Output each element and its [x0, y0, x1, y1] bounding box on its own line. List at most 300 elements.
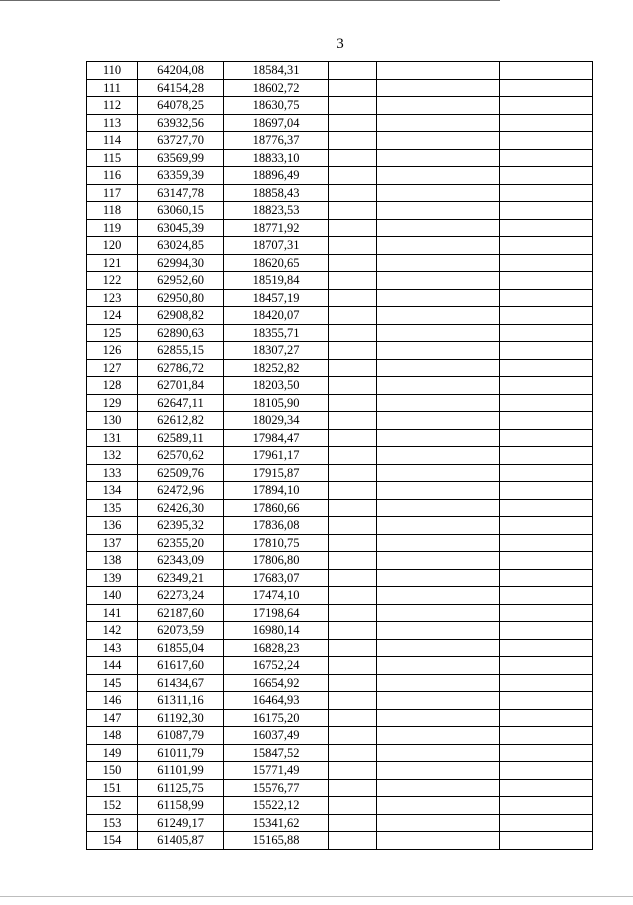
empty-cell [377, 114, 500, 132]
x-coordinate-cell: 62908,82 [138, 307, 224, 325]
x-coordinate-cell: 63147,78 [138, 184, 224, 202]
table-row [87, 184, 593, 202]
x-coordinate-cell: 62509,76 [138, 464, 224, 482]
empty-cell [500, 814, 593, 832]
empty-cell [329, 779, 377, 797]
x-coordinate-cell: 63359,39 [138, 167, 224, 185]
empty-cell [377, 447, 500, 465]
empty-cell [329, 552, 377, 570]
table-row [87, 552, 593, 570]
empty-cell [329, 762, 377, 780]
coordinates-table [86, 61, 593, 850]
empty-cell [500, 307, 593, 325]
empty-cell [377, 517, 500, 535]
x-coordinate-cell: 63727,70 [138, 132, 224, 150]
empty-cell [329, 184, 377, 202]
empty-cell [377, 132, 500, 150]
y-coordinate-cell: 17961,17 [224, 447, 329, 465]
empty-cell [329, 517, 377, 535]
table-row [87, 272, 593, 290]
empty-cell [377, 604, 500, 622]
empty-cell [500, 254, 593, 272]
table-row [87, 219, 593, 237]
table-row [87, 639, 593, 657]
empty-cell [500, 237, 593, 255]
x-coordinate-cell: 62950,80 [138, 289, 224, 307]
table-row [87, 62, 593, 80]
page-number: 3 [336, 36, 344, 52]
y-coordinate-cell: 17683,07 [224, 569, 329, 587]
x-coordinate-cell: 62073,59 [138, 622, 224, 640]
x-coordinate-cell: 61249,17 [138, 814, 224, 832]
table-row [87, 429, 593, 447]
table-row [87, 167, 593, 185]
table-row [87, 692, 593, 710]
empty-cell [329, 727, 377, 745]
point-number-cell: 139 [87, 569, 138, 587]
y-coordinate-cell: 18858,43 [224, 184, 329, 202]
table-row [87, 202, 593, 220]
x-coordinate-cell: 62786,72 [138, 359, 224, 377]
empty-cell [500, 604, 593, 622]
empty-cell [377, 482, 500, 500]
y-coordinate-cell: 17915,87 [224, 464, 329, 482]
point-number-cell: 122 [87, 272, 138, 290]
x-coordinate-cell: 61192,30 [138, 709, 224, 727]
x-coordinate-cell: 62273,24 [138, 587, 224, 605]
empty-cell [329, 167, 377, 185]
y-coordinate-cell: 18584,31 [224, 62, 329, 80]
point-number-cell: 130 [87, 412, 138, 430]
empty-cell [377, 762, 500, 780]
x-coordinate-cell: 61158,99 [138, 797, 224, 815]
empty-cell [500, 272, 593, 290]
point-number-cell: 126 [87, 342, 138, 360]
y-coordinate-cell: 18029,34 [224, 412, 329, 430]
empty-cell [500, 79, 593, 97]
point-number-cell: 123 [87, 289, 138, 307]
empty-cell [500, 359, 593, 377]
y-coordinate-cell: 17474,10 [224, 587, 329, 605]
empty-cell [329, 219, 377, 237]
empty-cell [329, 202, 377, 220]
empty-cell [500, 832, 593, 850]
table-row [87, 394, 593, 412]
empty-cell [377, 534, 500, 552]
empty-cell [377, 167, 500, 185]
y-coordinate-cell: 16654,92 [224, 674, 329, 692]
table-row [87, 149, 593, 167]
point-number-cell: 121 [87, 254, 138, 272]
empty-cell [377, 79, 500, 97]
empty-cell [377, 184, 500, 202]
empty-cell [329, 604, 377, 622]
point-number-cell: 129 [87, 394, 138, 412]
x-coordinate-cell: 63024,85 [138, 237, 224, 255]
point-number-cell: 152 [87, 797, 138, 815]
empty-cell [329, 482, 377, 500]
point-number-cell: 131 [87, 429, 138, 447]
empty-cell [500, 674, 593, 692]
point-number-cell: 116 [87, 167, 138, 185]
point-number-cell: 154 [87, 832, 138, 850]
empty-cell [377, 237, 500, 255]
y-coordinate-cell: 17860,66 [224, 499, 329, 517]
empty-cell [377, 307, 500, 325]
empty-cell [500, 184, 593, 202]
y-coordinate-cell: 17198,64 [224, 604, 329, 622]
empty-cell [377, 272, 500, 290]
point-number-cell: 151 [87, 779, 138, 797]
empty-cell [500, 569, 593, 587]
empty-cell [377, 674, 500, 692]
empty-cell [500, 394, 593, 412]
table-row [87, 289, 593, 307]
empty-cell [377, 219, 500, 237]
empty-cell [500, 727, 593, 745]
x-coordinate-cell: 63045,39 [138, 219, 224, 237]
point-number-cell: 115 [87, 149, 138, 167]
x-coordinate-cell: 63932,56 [138, 114, 224, 132]
empty-cell [500, 622, 593, 640]
x-coordinate-cell: 63060,15 [138, 202, 224, 220]
empty-cell [377, 289, 500, 307]
empty-cell [329, 114, 377, 132]
empty-cell [500, 132, 593, 150]
empty-cell [329, 254, 377, 272]
empty-cell [500, 377, 593, 395]
y-coordinate-cell: 18697,04 [224, 114, 329, 132]
empty-cell [377, 657, 500, 675]
y-coordinate-cell: 17836,08 [224, 517, 329, 535]
empty-cell [377, 814, 500, 832]
empty-cell [377, 569, 500, 587]
empty-cell [329, 377, 377, 395]
empty-cell [500, 342, 593, 360]
x-coordinate-cell: 61125,75 [138, 779, 224, 797]
table-row [87, 727, 593, 745]
empty-cell [377, 587, 500, 605]
empty-cell [500, 797, 593, 815]
y-coordinate-cell: 17810,75 [224, 534, 329, 552]
empty-cell [329, 62, 377, 80]
table-row [87, 359, 593, 377]
empty-cell [377, 622, 500, 640]
x-coordinate-cell: 62612,82 [138, 412, 224, 430]
empty-cell [500, 587, 593, 605]
y-coordinate-cell: 15522,12 [224, 797, 329, 815]
point-number-cell: 119 [87, 219, 138, 237]
table-row [87, 447, 593, 465]
y-coordinate-cell: 18896,49 [224, 167, 329, 185]
empty-cell [329, 412, 377, 430]
table-row [87, 254, 593, 272]
point-number-cell: 117 [87, 184, 138, 202]
y-coordinate-cell: 18519,84 [224, 272, 329, 290]
point-number-cell: 146 [87, 692, 138, 710]
empty-cell [500, 412, 593, 430]
empty-cell [329, 639, 377, 657]
table-row [87, 482, 593, 500]
y-coordinate-cell: 18833,10 [224, 149, 329, 167]
y-coordinate-cell: 18630,75 [224, 97, 329, 115]
point-number-cell: 148 [87, 727, 138, 745]
empty-cell [329, 709, 377, 727]
empty-cell [500, 657, 593, 675]
point-number-cell: 134 [87, 482, 138, 500]
empty-cell [329, 272, 377, 290]
empty-cell [329, 674, 377, 692]
point-number-cell: 145 [87, 674, 138, 692]
y-coordinate-cell: 15341,62 [224, 814, 329, 832]
table-row [87, 604, 593, 622]
empty-cell [377, 97, 500, 115]
x-coordinate-cell: 62952,60 [138, 272, 224, 290]
table-row [87, 832, 593, 850]
x-coordinate-cell: 62343,09 [138, 552, 224, 570]
point-number-cell: 132 [87, 447, 138, 465]
y-coordinate-cell: 16175,20 [224, 709, 329, 727]
empty-cell [377, 709, 500, 727]
x-coordinate-cell: 61434,67 [138, 674, 224, 692]
empty-cell [329, 342, 377, 360]
point-number-cell: 125 [87, 324, 138, 342]
empty-cell [500, 499, 593, 517]
table-row [87, 342, 593, 360]
point-number-cell: 136 [87, 517, 138, 535]
empty-cell [377, 377, 500, 395]
x-coordinate-cell: 62426,30 [138, 499, 224, 517]
point-number-cell: 149 [87, 744, 138, 762]
y-coordinate-cell: 18602,72 [224, 79, 329, 97]
x-coordinate-cell: 62994,30 [138, 254, 224, 272]
empty-cell [500, 202, 593, 220]
empty-cell [377, 832, 500, 850]
empty-cell [377, 412, 500, 430]
y-coordinate-cell: 15771,49 [224, 762, 329, 780]
x-coordinate-cell: 62472,96 [138, 482, 224, 500]
empty-cell [500, 289, 593, 307]
y-coordinate-cell: 17984,47 [224, 429, 329, 447]
empty-cell [329, 569, 377, 587]
empty-cell [329, 79, 377, 97]
y-coordinate-cell: 18771,92 [224, 219, 329, 237]
empty-cell [329, 814, 377, 832]
table-row [87, 517, 593, 535]
empty-cell [500, 219, 593, 237]
empty-cell [377, 429, 500, 447]
y-coordinate-cell: 18307,27 [224, 342, 329, 360]
y-coordinate-cell: 17894,10 [224, 482, 329, 500]
x-coordinate-cell: 61405,87 [138, 832, 224, 850]
table-row [87, 534, 593, 552]
x-coordinate-cell: 63569,99 [138, 149, 224, 167]
point-number-cell: 113 [87, 114, 138, 132]
table-row [87, 569, 593, 587]
x-coordinate-cell: 61011,79 [138, 744, 224, 762]
empty-cell [377, 727, 500, 745]
y-coordinate-cell: 18457,19 [224, 289, 329, 307]
empty-cell [329, 307, 377, 325]
top-border-line [0, 0, 500, 1]
empty-cell [377, 797, 500, 815]
point-number-cell: 120 [87, 237, 138, 255]
table-row [87, 324, 593, 342]
x-coordinate-cell: 64154,28 [138, 79, 224, 97]
empty-cell [500, 482, 593, 500]
y-coordinate-cell: 18620,65 [224, 254, 329, 272]
empty-cell [329, 394, 377, 412]
table-row [87, 307, 593, 325]
x-coordinate-cell: 61617,60 [138, 657, 224, 675]
empty-cell [377, 552, 500, 570]
empty-cell [329, 534, 377, 552]
point-number-cell: 114 [87, 132, 138, 150]
empty-cell [500, 517, 593, 535]
x-coordinate-cell: 64078,25 [138, 97, 224, 115]
table-row [87, 97, 593, 115]
empty-cell [500, 324, 593, 342]
empty-cell [377, 62, 500, 80]
empty-cell [377, 744, 500, 762]
empty-cell [329, 464, 377, 482]
empty-cell [329, 587, 377, 605]
empty-cell [500, 709, 593, 727]
x-coordinate-cell: 62187,60 [138, 604, 224, 622]
table-row [87, 377, 593, 395]
table-row [87, 797, 593, 815]
point-number-cell: 153 [87, 814, 138, 832]
y-coordinate-cell: 16037,49 [224, 727, 329, 745]
empty-cell [377, 499, 500, 517]
empty-cell [500, 114, 593, 132]
point-number-cell: 138 [87, 552, 138, 570]
table-row [87, 499, 593, 517]
table-row [87, 744, 593, 762]
empty-cell [377, 394, 500, 412]
empty-cell [500, 744, 593, 762]
empty-cell [329, 657, 377, 675]
y-coordinate-cell: 18252,82 [224, 359, 329, 377]
y-coordinate-cell: 18203,50 [224, 377, 329, 395]
empty-cell [329, 744, 377, 762]
point-number-cell: 111 [87, 79, 138, 97]
y-coordinate-cell: 15847,52 [224, 744, 329, 762]
point-number-cell: 118 [87, 202, 138, 220]
point-number-cell: 135 [87, 499, 138, 517]
table-row [87, 464, 593, 482]
empty-cell [377, 692, 500, 710]
empty-cell [329, 324, 377, 342]
table-row [87, 779, 593, 797]
point-number-cell: 110 [87, 62, 138, 80]
table-row [87, 114, 593, 132]
point-number-cell: 124 [87, 307, 138, 325]
y-coordinate-cell: 15576,77 [224, 779, 329, 797]
table-row [87, 762, 593, 780]
point-number-cell: 147 [87, 709, 138, 727]
empty-cell [500, 464, 593, 482]
table-row [87, 709, 593, 727]
empty-cell [500, 639, 593, 657]
empty-cell [500, 447, 593, 465]
y-coordinate-cell: 18420,07 [224, 307, 329, 325]
empty-cell [329, 289, 377, 307]
point-number-cell: 128 [87, 377, 138, 395]
point-number-cell: 141 [87, 604, 138, 622]
x-coordinate-cell: 62395,32 [138, 517, 224, 535]
empty-cell [500, 692, 593, 710]
point-number-cell: 144 [87, 657, 138, 675]
empty-cell [329, 692, 377, 710]
empty-cell [377, 149, 500, 167]
point-number-cell: 127 [87, 359, 138, 377]
x-coordinate-cell: 62701,84 [138, 377, 224, 395]
empty-cell [500, 779, 593, 797]
point-number-cell: 140 [87, 587, 138, 605]
table-row [87, 412, 593, 430]
y-coordinate-cell: 18823,53 [224, 202, 329, 220]
empty-cell [329, 447, 377, 465]
x-coordinate-cell: 62355,20 [138, 534, 224, 552]
empty-cell [329, 622, 377, 640]
empty-cell [500, 534, 593, 552]
empty-cell [377, 464, 500, 482]
point-number-cell: 150 [87, 762, 138, 780]
x-coordinate-cell: 61087,79 [138, 727, 224, 745]
empty-cell [329, 97, 377, 115]
coordinates-table-body [87, 62, 593, 850]
empty-cell [377, 359, 500, 377]
x-coordinate-cell: 64204,08 [138, 62, 224, 80]
empty-cell [329, 429, 377, 447]
y-coordinate-cell: 18105,90 [224, 394, 329, 412]
empty-cell [377, 254, 500, 272]
y-coordinate-cell: 18707,31 [224, 237, 329, 255]
y-coordinate-cell: 18355,71 [224, 324, 329, 342]
table-row [87, 587, 593, 605]
empty-cell [377, 202, 500, 220]
table-row [87, 79, 593, 97]
empty-cell [329, 132, 377, 150]
empty-cell [329, 797, 377, 815]
empty-cell [377, 639, 500, 657]
point-number-cell: 133 [87, 464, 138, 482]
table-row [87, 622, 593, 640]
x-coordinate-cell: 61311,16 [138, 692, 224, 710]
empty-cell [377, 342, 500, 360]
table-row [87, 674, 593, 692]
empty-cell [329, 359, 377, 377]
point-number-cell: 137 [87, 534, 138, 552]
x-coordinate-cell: 61855,04 [138, 639, 224, 657]
empty-cell [329, 499, 377, 517]
y-coordinate-cell: 17806,80 [224, 552, 329, 570]
x-coordinate-cell: 62349,21 [138, 569, 224, 587]
y-coordinate-cell: 16752,24 [224, 657, 329, 675]
y-coordinate-cell: 16980,14 [224, 622, 329, 640]
point-number-cell: 142 [87, 622, 138, 640]
empty-cell [500, 149, 593, 167]
x-coordinate-cell: 62570,62 [138, 447, 224, 465]
empty-cell [329, 237, 377, 255]
empty-cell [377, 324, 500, 342]
table-row [87, 132, 593, 150]
empty-cell [500, 429, 593, 447]
y-coordinate-cell: 15165,88 [224, 832, 329, 850]
empty-cell [377, 779, 500, 797]
x-coordinate-cell: 62855,15 [138, 342, 224, 360]
